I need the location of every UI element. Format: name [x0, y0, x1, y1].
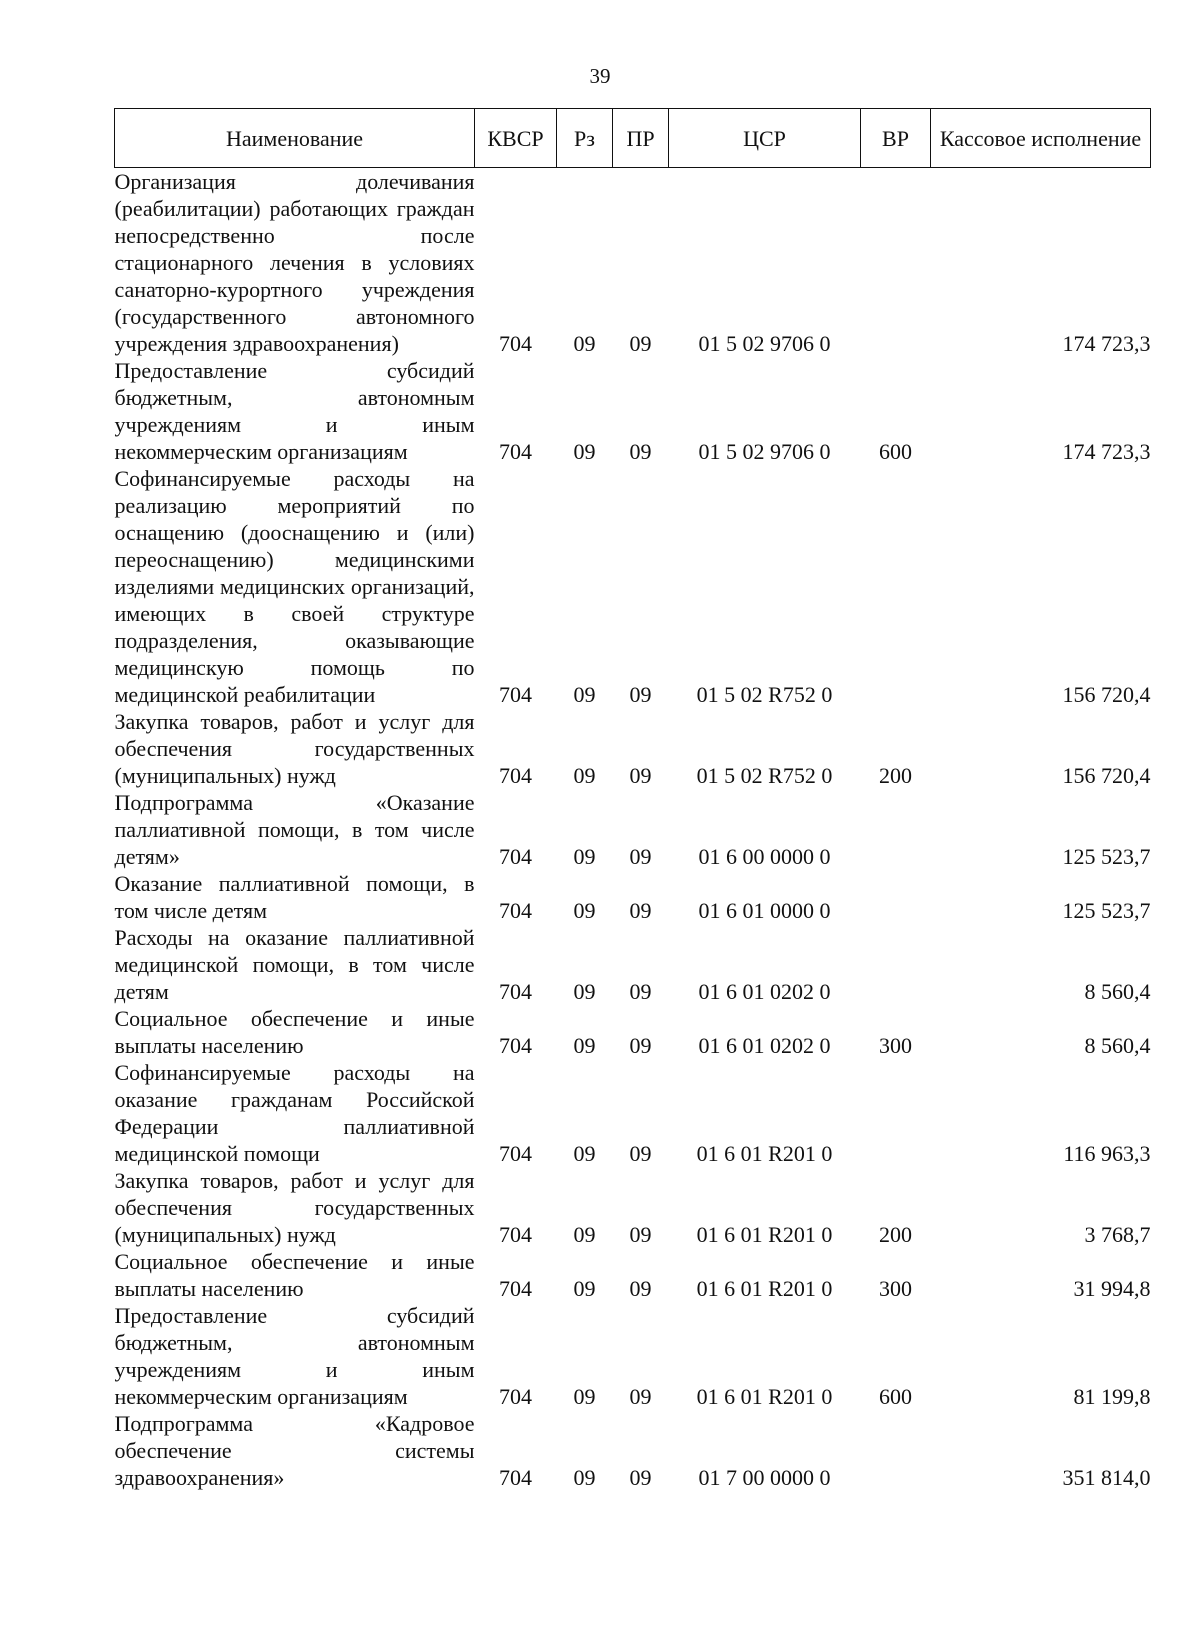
row-kvsr-cell: 704 [499, 1222, 532, 1247]
row-rz-cell: 09 [573, 763, 596, 788]
row-csr-cell: 01 6 01 R201 0 [696, 1141, 833, 1166]
table-row [115, 1005, 1151, 1059]
row-csr-cell: 01 6 01 0000 0 [698, 898, 831, 923]
row-kvsr-cell: 704 [499, 331, 532, 356]
row-amount-cell: 3 768,7 [1084, 1222, 1151, 1247]
row-amount-cell: 125 523,7 [1062, 844, 1151, 869]
row-kvsr-cell: 704 [499, 844, 532, 869]
row-rz-cell: 09 [573, 1141, 596, 1166]
row-csr-cell: 01 6 01 R201 0 [696, 1384, 833, 1409]
page-number: 39 [589, 64, 611, 88]
row-rz-cell: 09 [573, 898, 596, 923]
row-pr-cell: 09 [629, 1141, 652, 1166]
row-amount-cell: 31 994,8 [1073, 1276, 1151, 1301]
header-rz: Рз [557, 109, 613, 168]
row-csr-cell: 01 6 01 0202 0 [698, 979, 831, 1004]
table-row [115, 1410, 1151, 1491]
table-row [115, 708, 1151, 789]
row-csr-cell: 01 7 00 0000 0 [698, 1465, 831, 1490]
row-pr-cell: 09 [629, 1276, 652, 1301]
row-vr-cell [861, 1410, 931, 1491]
row-vr-cell [861, 870, 931, 924]
row-rz-cell: 09 [573, 844, 596, 869]
row-amount-cell: 8 560,4 [1084, 1033, 1151, 1058]
row-rz-cell: 09 [573, 1276, 596, 1301]
row-rz-cell: 09 [573, 1384, 596, 1409]
row-kvsr-cell: 704 [499, 979, 532, 1004]
table-body [115, 168, 1151, 1492]
row-amount-cell: 156 720,4 [1062, 682, 1151, 707]
row-vr-cell: 600 [879, 439, 912, 464]
row-name-cell: Предоставление субсидий бюджетным, автономным учреждениям и иным некоммерческим организациям [114, 1303, 475, 1409]
table-header-row [115, 109, 1151, 168]
row-kvsr-cell: 704 [499, 1276, 532, 1301]
row-name-cell: Подпрограмма «Кадровое обеспечение системы здравоохранения» [114, 1411, 475, 1490]
row-amount-cell: 8 560,4 [1084, 979, 1151, 1004]
row-amount-cell: 81 199,8 [1073, 1384, 1151, 1409]
row-kvsr-cell: 704 [499, 682, 532, 707]
header-amount: Кассовое исполнение [931, 109, 1151, 168]
row-kvsr-cell: 704 [499, 1033, 532, 1058]
row-amount-cell: 174 723,3 [1062, 331, 1151, 356]
row-kvsr-cell: 704 [499, 1141, 532, 1166]
row-name-cell: Предоставление субсидий бюджетным, автономным учреждениям и иным некоммерческим организациям [114, 358, 475, 464]
table-row [115, 357, 1151, 465]
row-name-cell: Подпрограмма «Оказание паллиативной помощи, в том числе детям» [114, 790, 475, 869]
row-name-cell: Оказание паллиативной помощи, в том числе детям [114, 871, 475, 923]
row-rz-cell: 09 [573, 439, 596, 464]
table-row [115, 1167, 1151, 1248]
row-pr-cell: 09 [629, 979, 652, 1004]
table-row [115, 1302, 1151, 1410]
row-vr-cell [861, 1059, 931, 1167]
row-vr-cell: 600 [879, 1384, 912, 1409]
row-amount-cell: 351 814,0 [1062, 1465, 1151, 1490]
row-rz-cell: 09 [573, 331, 596, 356]
row-csr-cell: 01 6 01 0202 0 [698, 1033, 831, 1058]
row-pr-cell: 09 [629, 763, 652, 788]
row-csr-cell: 01 5 02 R752 0 [696, 763, 833, 788]
row-pr-cell: 09 [629, 1384, 652, 1409]
row-vr-cell: 300 [879, 1276, 912, 1301]
header-pr: ПР [613, 109, 669, 168]
row-rz-cell: 09 [573, 1033, 596, 1058]
row-kvsr-cell: 704 [499, 1384, 532, 1409]
header-kvsr: КВСР [475, 109, 557, 168]
row-rz-cell: 09 [573, 682, 596, 707]
row-vr-cell [861, 789, 931, 870]
row-name-cell: Софинансируемые расходы на реализацию мероприятий по оснащению (дооснащению и (или) переоснащению) медицинскими изделиями медицинских организаций, имеющих в своей структуре подразделения, оказывающие медицинскую помощь по медицинской реабилитации [114, 466, 475, 707]
row-kvsr-cell: 704 [499, 1465, 532, 1490]
row-pr-cell: 09 [629, 844, 652, 869]
row-amount-cell: 174 723,3 [1062, 439, 1151, 464]
row-name-cell: Софинансируемые расходы на оказание гражданам Российской Федерации паллиативной медицинской помощи [114, 1060, 475, 1166]
row-amount-cell: 156 720,4 [1062, 763, 1151, 788]
row-pr-cell: 09 [629, 1222, 652, 1247]
row-name-cell: Социальное обеспечение и иные выплаты населению [114, 1249, 475, 1301]
row-pr-cell: 09 [629, 331, 652, 356]
row-rz-cell: 09 [573, 979, 596, 1004]
row-csr-cell: 01 5 02 9706 0 [698, 331, 831, 356]
row-kvsr-cell: 704 [499, 439, 532, 464]
row-amount-cell: 125 523,7 [1062, 898, 1151, 923]
header-name: Наименование [115, 109, 475, 168]
row-vr-cell: 300 [879, 1033, 912, 1058]
row-name-cell: Организация долечивания (реабилитации) работающих граждан непосредственно после стационарного лечения в условиях санаторно-курортного учреждения (государственного автономного учреждения здравоохранения) [114, 169, 475, 356]
row-amount-cell: 116 963,3 [1063, 1141, 1151, 1166]
header-vr: ВР [861, 109, 931, 168]
row-csr-cell: 01 6 01 R201 0 [696, 1276, 833, 1301]
row-csr-cell: 01 6 01 R201 0 [696, 1222, 833, 1247]
budget-table [114, 108, 1151, 1491]
row-pr-cell: 09 [629, 1033, 652, 1058]
table-row [115, 1248, 1151, 1302]
row-vr-cell: 200 [879, 763, 912, 788]
row-name-cell: Социальное обеспечение и иные выплаты населению [114, 1006, 475, 1058]
table-row [115, 1059, 1151, 1167]
table-row [115, 465, 1151, 708]
row-vr-cell [861, 924, 931, 1005]
row-kvsr-cell: 704 [499, 898, 532, 923]
row-name-cell: Расходы на оказание паллиативной медицинской помощи, в том числе детям [114, 925, 475, 1004]
row-vr-cell: 200 [879, 1222, 912, 1247]
row-name-cell: Закупка товаров, работ и услуг для обеспечения государственных (муниципальных) нужд [114, 1168, 475, 1247]
row-pr-cell: 09 [629, 1465, 652, 1490]
row-pr-cell: 09 [629, 682, 652, 707]
table-row [115, 168, 1151, 358]
row-name-cell: Закупка товаров, работ и услуг для обеспечения государственных (муниципальных) нужд [114, 709, 475, 788]
row-vr-cell [861, 465, 931, 708]
row-csr-cell: 01 5 02 R752 0 [696, 682, 833, 707]
row-csr-cell: 01 6 00 0000 0 [698, 844, 831, 869]
row-pr-cell: 09 [629, 898, 652, 923]
table-row [115, 870, 1151, 924]
row-rz-cell: 09 [573, 1465, 596, 1490]
header-csr: ЦСР [669, 109, 861, 168]
row-csr-cell: 01 5 02 9706 0 [698, 439, 831, 464]
table-row [115, 924, 1151, 1005]
row-rz-cell: 09 [573, 1222, 596, 1247]
row-vr-cell [861, 168, 931, 358]
table-row [115, 789, 1151, 870]
row-pr-cell: 09 [629, 439, 652, 464]
row-kvsr-cell: 704 [499, 763, 532, 788]
